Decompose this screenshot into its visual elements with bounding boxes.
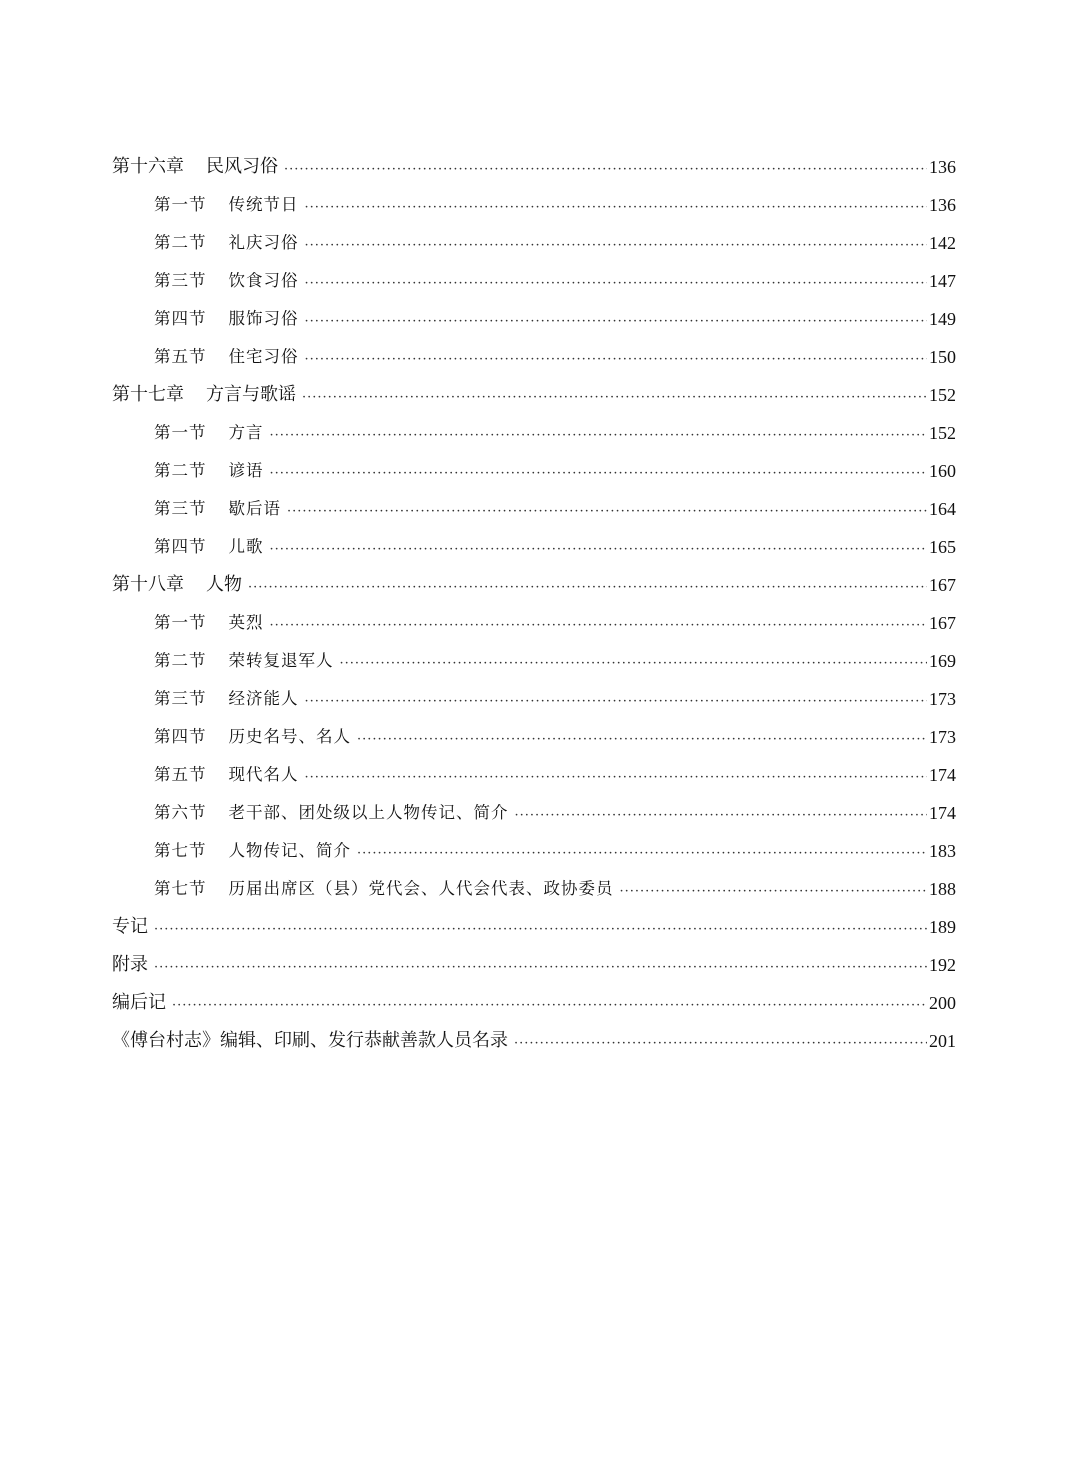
- toc-entry-label: [154, 338, 299, 376]
- toc-entry-label: [154, 300, 299, 338]
- toc-page-number: 201: [929, 1031, 956, 1051]
- toc-page-number: 152: [929, 385, 956, 405]
- dot-leader: [270, 420, 928, 452]
- toc-page-number: 200: [929, 993, 956, 1013]
- toc-entry-title: 传统节日: [228, 195, 299, 214]
- toc-section-entry[interactable]: [112, 414, 956, 452]
- toc-section-entry[interactable]: [112, 490, 956, 528]
- toc-section-entry[interactable]: [112, 832, 956, 870]
- toc-page-number: 183: [929, 841, 956, 861]
- toc-page-number: 174: [929, 803, 956, 823]
- toc-entry-label: [154, 452, 264, 490]
- toc-entry-label: [112, 984, 166, 1022]
- toc-entry-number: 第七节: [154, 879, 207, 898]
- toc-page-number: 150: [929, 347, 956, 367]
- toc-page-number: 188: [929, 879, 956, 899]
- toc-entry-label: [154, 604, 264, 642]
- toc-entry-number: 第一节: [154, 613, 207, 632]
- toc-page-number: 173: [929, 689, 956, 709]
- dot-leader: [340, 648, 928, 680]
- dot-leader: [154, 914, 927, 946]
- toc-entry-number: 第六节: [154, 803, 207, 822]
- toc-chapter-entry[interactable]: [112, 984, 956, 1022]
- toc-page-number: 136: [929, 195, 956, 215]
- toc-section-entry[interactable]: [112, 338, 956, 376]
- dot-leader: [515, 800, 928, 832]
- dot-leader: [620, 876, 928, 908]
- toc-page-number: 136: [929, 157, 956, 177]
- dot-leader: [302, 382, 927, 414]
- toc-entry-label: [154, 680, 299, 718]
- toc-entry-label: [154, 718, 351, 756]
- toc-entry-label: [154, 490, 281, 528]
- toc-entry-label: [154, 186, 299, 224]
- toc-entry-title: 人物传记、简介: [228, 841, 351, 860]
- toc-page-number: 192: [929, 955, 956, 975]
- toc-entry-number: 第二节: [154, 651, 207, 670]
- toc-entry-number: 第三节: [154, 689, 207, 708]
- toc-page-number: 167: [929, 613, 956, 633]
- toc-entry-title: 英烈: [228, 613, 264, 632]
- toc-section-entry[interactable]: [112, 186, 956, 224]
- toc-section-entry[interactable]: [112, 642, 956, 680]
- dot-leader: [305, 268, 928, 300]
- toc-section-entry[interactable]: [112, 870, 956, 908]
- dot-leader: [305, 192, 928, 224]
- toc-entry-title: 历届出席区（县）党代会、人代会代表、政协委员: [228, 879, 614, 898]
- toc-entry-number: 第五节: [154, 347, 207, 366]
- dot-leader: [248, 572, 927, 604]
- dot-leader: [357, 838, 927, 870]
- toc-entry-title: 现代名人: [228, 765, 299, 784]
- toc-chapter-entry[interactable]: [112, 1022, 956, 1060]
- toc-entry-title: 《傅台村志》编辑、印刷、发行恭献善款人员名录: [112, 1030, 508, 1051]
- toc-page-number: 149: [929, 309, 956, 329]
- toc-entry-title: 老干部、团处级以上人物传记、简介: [228, 803, 509, 822]
- toc-entry-number: 第二节: [154, 233, 207, 252]
- toc-entry-title: 专记: [112, 916, 148, 937]
- dot-leader: [514, 1028, 927, 1060]
- toc-entry-title: 历史名号、名人: [228, 727, 351, 746]
- toc-section-entry[interactable]: [112, 794, 956, 832]
- toc-entry-label: [154, 832, 351, 870]
- toc-entry-number: 第十七章: [112, 384, 184, 405]
- toc-entry-number: 第七节: [154, 841, 207, 860]
- toc-page-number: 160: [929, 461, 956, 481]
- toc-section-entry[interactable]: [112, 604, 956, 642]
- toc-entry-label: [154, 414, 264, 452]
- toc-section-entry[interactable]: [112, 718, 956, 756]
- toc-section-entry[interactable]: [112, 262, 956, 300]
- toc-entry-number: 第十八章: [112, 574, 184, 595]
- toc-chapter-entry[interactable]: [112, 908, 956, 946]
- toc-entry-label: [154, 528, 264, 566]
- toc-section-entry[interactable]: [112, 224, 956, 262]
- toc-entry-number: 第一节: [154, 195, 207, 214]
- dot-leader: [172, 990, 927, 1022]
- dot-leader: [305, 344, 928, 376]
- toc-entry-number: 第四节: [154, 537, 207, 556]
- dot-leader: [287, 496, 927, 528]
- table-of-contents: [112, 148, 956, 1060]
- toc-page-number: 164: [929, 499, 956, 519]
- toc-entry-title: 编后记: [112, 992, 166, 1013]
- dot-leader: [270, 534, 928, 566]
- toc-entry-label: [154, 794, 509, 832]
- dot-leader: [305, 306, 928, 338]
- toc-page-number: 147: [929, 271, 956, 291]
- toc-entry-label: [154, 870, 614, 908]
- toc-entry-number: 第五节: [154, 765, 207, 784]
- toc-entry-number: 第三节: [154, 499, 207, 518]
- toc-entry-title: 服饰习俗: [228, 309, 299, 328]
- toc-entry-label: [112, 566, 242, 604]
- toc-entry-title: 经济能人: [228, 689, 299, 708]
- toc-chapter-entry[interactable]: [112, 946, 956, 984]
- toc-chapter-entry[interactable]: [112, 376, 956, 414]
- toc-entry-number: 第三节: [154, 271, 207, 290]
- toc-section-entry[interactable]: [112, 756, 956, 794]
- dot-leader: [154, 952, 927, 984]
- dot-leader: [270, 458, 928, 490]
- toc-entry-label: [112, 908, 148, 946]
- dot-leader: [305, 686, 928, 718]
- toc-page-number: 174: [929, 765, 956, 785]
- toc-entry-label: [112, 148, 278, 186]
- dot-leader: [270, 610, 928, 642]
- toc-entry-title: 人物: [206, 574, 242, 595]
- toc-page-number: 173: [929, 727, 956, 747]
- toc-section-entry[interactable]: [112, 528, 956, 566]
- toc-entry-label: [154, 224, 299, 262]
- toc-entry-title: 歇后语: [228, 499, 281, 518]
- toc-section-entry[interactable]: [112, 680, 956, 718]
- toc-entry-label: [154, 756, 299, 794]
- toc-page-number: 142: [929, 233, 956, 253]
- toc-section-entry[interactable]: [112, 452, 956, 490]
- toc-entry-label: [154, 642, 334, 680]
- toc-entry-number: 第二节: [154, 461, 207, 480]
- dot-leader: [305, 762, 928, 794]
- toc-entry-label: [112, 1022, 508, 1060]
- toc-entry-title: 儿歌: [228, 537, 264, 556]
- toc-chapter-entry[interactable]: [112, 566, 956, 604]
- toc-entry-number: 第四节: [154, 727, 207, 746]
- toc-entry-title: 民风习俗: [206, 156, 278, 177]
- toc-entry-number: 第四节: [154, 309, 207, 328]
- toc-entry-title: 附录: [112, 954, 148, 975]
- toc-page-number: 167: [929, 575, 956, 595]
- toc-page-number: 189: [929, 917, 956, 937]
- toc-entry-title: 方言: [228, 423, 264, 442]
- toc-entry-title: 方言与歌谣: [206, 384, 296, 405]
- toc-page-number: 152: [929, 423, 956, 443]
- toc-entry-number: 第一节: [154, 423, 207, 442]
- dot-leader: [305, 230, 928, 262]
- toc-chapter-entry[interactable]: [112, 148, 956, 186]
- dot-leader: [284, 154, 927, 186]
- toc-page-number: 165: [929, 537, 956, 557]
- toc-page-number: 169: [929, 651, 956, 671]
- toc-section-entry[interactable]: [112, 300, 956, 338]
- toc-entry-title: 饮食习俗: [228, 271, 299, 290]
- toc-entry-title: 礼庆习俗: [228, 233, 299, 252]
- toc-entry-title: 住宅习俗: [228, 347, 299, 366]
- toc-entry-title: 荣转复退军人: [228, 651, 334, 670]
- toc-entry-number: 第十六章: [112, 156, 184, 177]
- toc-entry-label: [112, 376, 296, 414]
- toc-entry-label: [112, 946, 148, 984]
- toc-entry-title: 谚语: [228, 461, 264, 480]
- dot-leader: [357, 724, 927, 756]
- toc-entry-label: [154, 262, 299, 300]
